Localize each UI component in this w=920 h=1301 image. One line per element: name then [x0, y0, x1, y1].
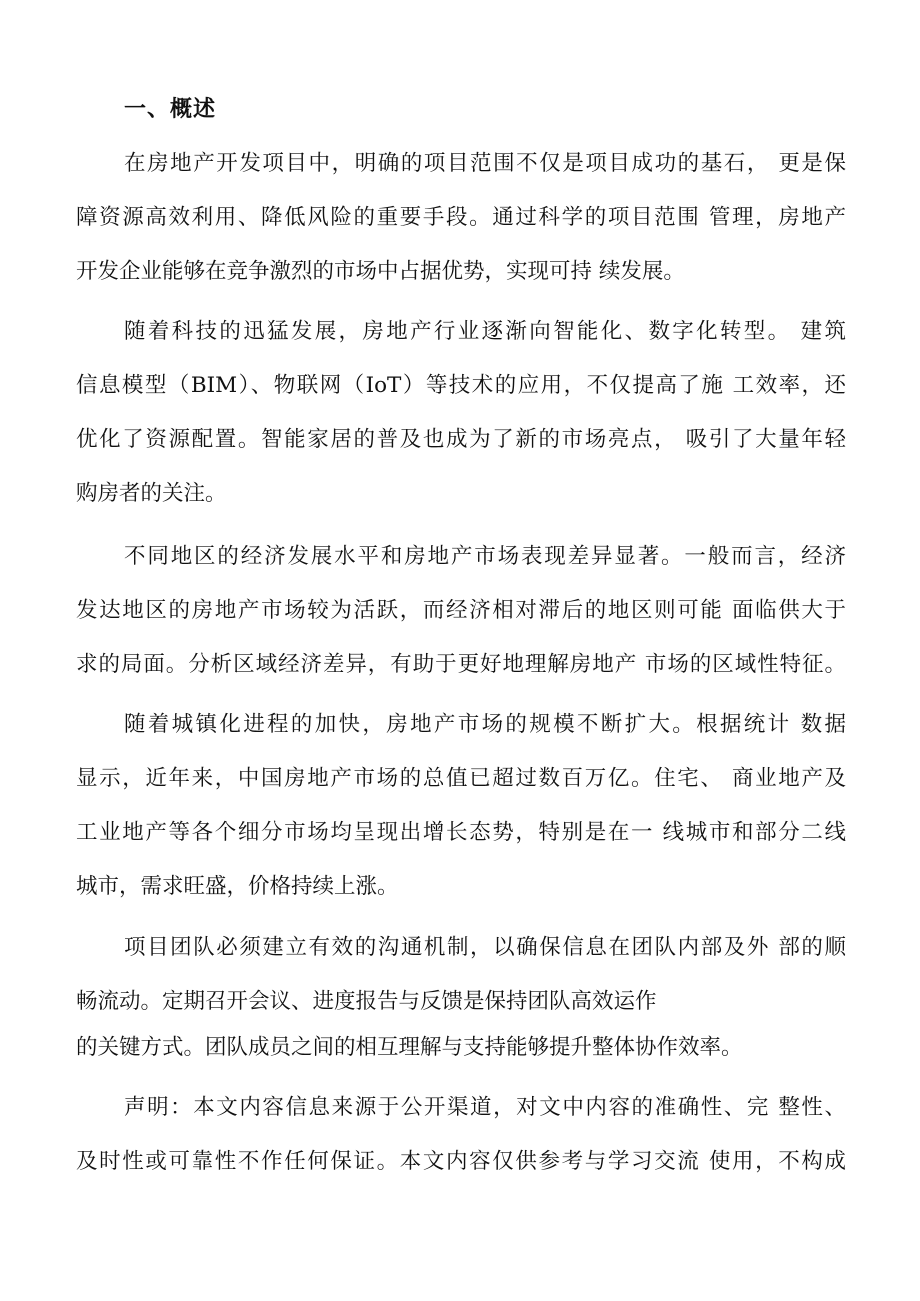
- paragraph-disclaimer: [76, 1081, 846, 1189]
- paragraph-line: 声明：本文内容信息来源于公开渠道，对文中内容的准确性、完 整性、: [124, 1095, 846, 1120]
- paragraph-communication: [76, 921, 846, 1067]
- section-heading: 一、概述: [124, 97, 217, 122]
- paragraph-technology: [76, 305, 846, 521]
- paragraph-regional: [76, 530, 846, 692]
- paragraph-line: 项目团队必须建立有效的沟通机制，以确保信息在团队内部及外 部的顺: [124, 935, 846, 960]
- paragraph-line: 开发企业能够在竞争激烈的市场中占据优势，实现可持 续发展。: [76, 259, 685, 284]
- paragraph-line: 随着科技的迅猛发展，房地产行业逐渐向智能化、数字化转型。 建筑: [124, 319, 846, 344]
- paragraph-line: 不同地区的经济发展水平和房地产市场表现差异显著。一般而言，经济: [124, 544, 846, 569]
- paragraph-line: 在房地产开发项目中，明确的项目范围不仅是项目成功的基石， 更是保: [124, 151, 846, 176]
- paragraph-line: 的关键方式。团队成员之间的相互理解与支持能够提升整体协作效率。: [76, 1035, 743, 1060]
- paragraph-overview-scope: [76, 137, 846, 299]
- paragraph-line: 购房者的关注。: [76, 481, 227, 506]
- paragraph-line: 及时性或可靠性不作任何保证。本文内容仅供参考与学习交流 使用，不构成: [76, 1149, 846, 1174]
- paragraph-line: 信息模型（BIM）、物联网（IoT）等技术的应用，不仅提高了施 工效率，还: [76, 373, 846, 398]
- paragraph-line: 城市，需求旺盛，价格持续上涨。: [76, 874, 399, 899]
- paragraph-line: 畅流动。定期召开会议、进度报告与反馈是保持团队高效运作: [76, 989, 657, 1014]
- paragraph-line: 工业地产等各个细分市场均呈现出增长态势，特别是在一 线城市和部分二线: [76, 820, 846, 845]
- paragraph-line: 发达地区的房地产市场较为活跃，而经济相对滞后的地区则可能 面临供大于: [76, 598, 846, 623]
- paragraph-line: 随着城镇化进程的加快，房地产市场的规模不断扩大。根据统计 数据: [124, 712, 846, 737]
- paragraph-line: 优化了资源配置。智能家居的普及也成为了新的市场亮点， 吸引了大量年轻: [76, 427, 846, 452]
- paragraph-line: 求的局面。分析区域经济差异，有助于更好地理解房地产 市场的区域性特征。: [76, 652, 846, 677]
- paragraph-line: 显示，近年来，中国房地产市场的总值已超过数百万亿。住宅、 商业地产及: [76, 766, 846, 791]
- paragraph-line: 障资源高效利用、降低风险的重要手段。通过科学的项目范围 管理，房地产: [76, 205, 846, 230]
- paragraph-urbanization: [76, 698, 846, 914]
